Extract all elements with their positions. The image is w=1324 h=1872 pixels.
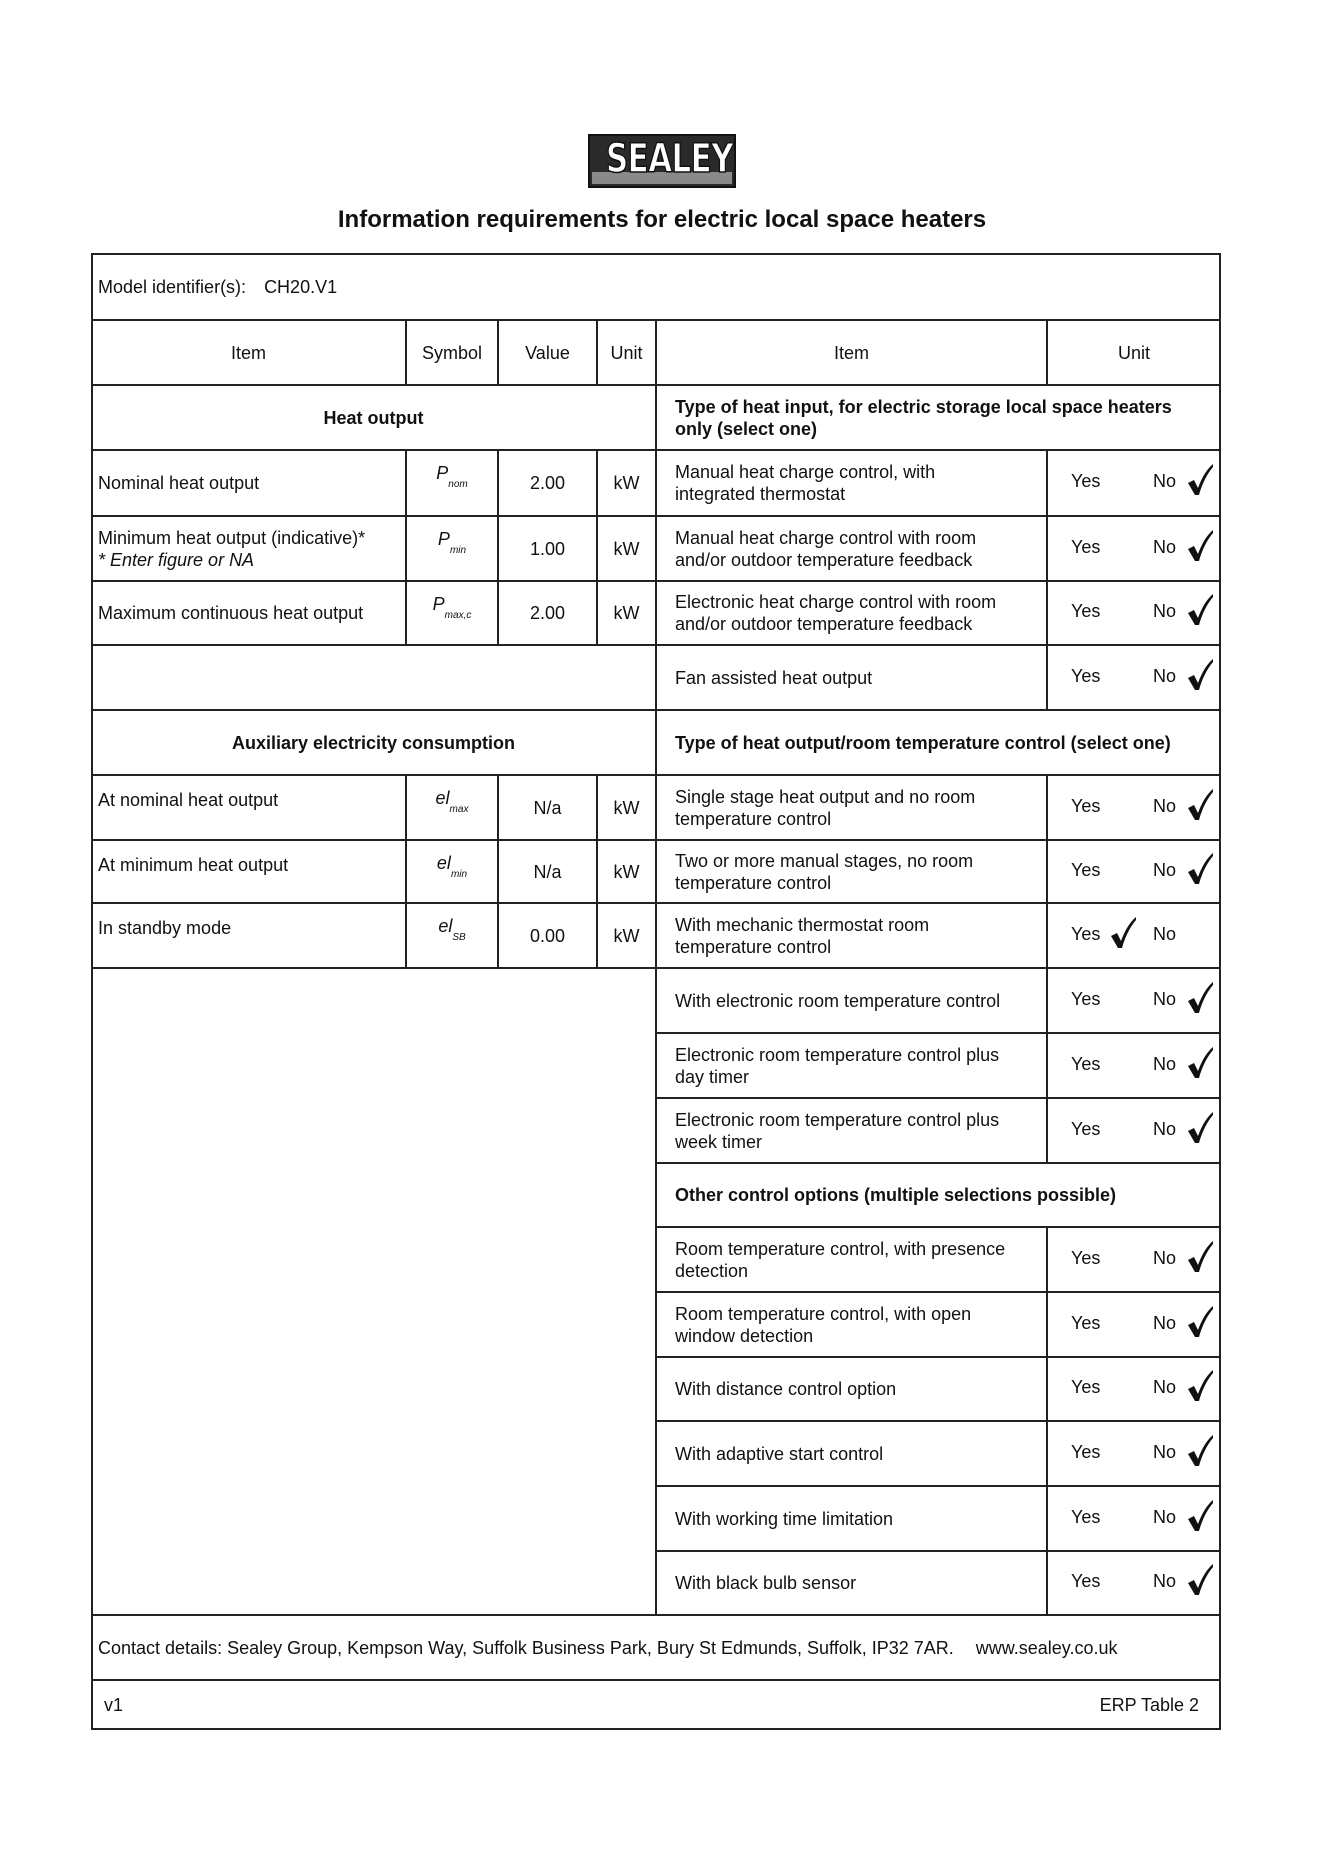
heat-output-symbol — [406, 450, 498, 516]
sealey-logo: SEALEY — [588, 134, 736, 188]
symbol-subscript: SB — [452, 931, 466, 943]
heat-output-unit: kW — [613, 473, 640, 493]
yes-label: Yes — [1071, 666, 1101, 686]
yes-label: Yes — [1071, 1054, 1101, 1074]
option-line-2: temperature control — [675, 808, 832, 829]
auxiliary-row-item: At nominal heat output — [98, 790, 279, 810]
no-label: No — [1153, 666, 1177, 686]
symbol-main: P — [432, 594, 445, 614]
yes-label: Yes — [1071, 1313, 1101, 1333]
left-header-value: Value — [525, 342, 570, 363]
option-line-1: With working time limitation — [675, 1508, 894, 1529]
option-label — [656, 1421, 1047, 1486]
tick-icon — [1186, 1111, 1214, 1145]
option-line-2: temperature control — [675, 936, 832, 957]
tick-icon — [1186, 1434, 1214, 1468]
model-value: CH20.V1 — [264, 276, 338, 297]
option-line-1: Electronic room temperature control plus — [675, 1109, 1000, 1130]
right-header-item: Item — [833, 342, 869, 363]
heat-output-row-item — [91, 450, 406, 516]
no-label: No — [1153, 1377, 1177, 1397]
version-label: v1 — [104, 1695, 124, 1715]
heat-output-symbol — [406, 581, 498, 645]
heat-output-title: Heat output — [323, 407, 424, 428]
yes-label: Yes — [1071, 1248, 1101, 1268]
option-line-1: With electronic room temperature control — [675, 990, 1001, 1011]
model-identifier — [91, 253, 1221, 320]
no-label: No — [1153, 1119, 1177, 1139]
yes-label: Yes — [1071, 1119, 1101, 1139]
option-label — [656, 581, 1047, 645]
website-link[interactable]: www.sealey.co.uk — [975, 1637, 1118, 1658]
tick-icon — [1109, 916, 1137, 950]
heat-output-value: 1.00 — [529, 538, 566, 559]
auxiliary-row-item: In standby mode — [98, 918, 232, 938]
table-rule — [596, 320, 598, 385]
option-line-2: and/or outdoor temperature feedback — [675, 614, 973, 634]
heat-output-row-item — [91, 516, 406, 581]
option-line-2: window detection — [675, 1325, 814, 1346]
option-line-1: Manual heat charge control with room — [675, 527, 977, 548]
left-header-unit: Unit — [610, 342, 643, 363]
option-line-2: and/or outdoor temperature feedback — [675, 549, 973, 570]
table-rule — [405, 450, 407, 645]
table-rule — [405, 775, 407, 968]
option-line-2: temperature control — [675, 872, 832, 893]
option-line-1: Fan assisted heat output — [675, 667, 873, 688]
option-label — [656, 645, 1047, 710]
option-line-1: Room temperature control, with presence — [675, 1238, 1006, 1259]
symbol-main: P — [437, 529, 450, 549]
table-reference: ERP Table 2 — [1099, 1695, 1199, 1715]
option-label — [656, 1033, 1047, 1098]
option-label — [656, 1357, 1047, 1421]
tick-icon — [1186, 1305, 1214, 1339]
table-rule — [1046, 320, 1048, 385]
row-note: * Enter figure or NA — [98, 549, 255, 570]
table-rule — [596, 450, 598, 645]
no-label: No — [1153, 1313, 1177, 1333]
table-rule — [91, 644, 656, 646]
heat-output-unit: kW — [613, 603, 640, 623]
tick-icon — [1186, 1499, 1214, 1533]
auxiliary-unit: kW — [613, 925, 640, 946]
tick-icon — [1186, 658, 1214, 692]
table-rule — [596, 775, 598, 968]
symbol-main: el — [435, 788, 450, 808]
tick-icon — [1186, 1046, 1214, 1080]
table-rule — [405, 320, 407, 385]
symbol-main: el — [436, 853, 451, 873]
symbol-main: el — [438, 916, 453, 936]
row-label: Nominal heat output — [98, 473, 260, 493]
auxiliary-title: Auxiliary electricity consumption — [231, 732, 516, 753]
option-line-1: Manual heat charge control, with — [675, 462, 936, 482]
tick-icon — [1186, 1369, 1214, 1403]
yes-label: Yes — [1071, 924, 1101, 944]
auxiliary-symbol — [406, 775, 498, 840]
yes-label: Yes — [1071, 601, 1101, 621]
yes-label: Yes — [1071, 1571, 1101, 1591]
section-room-control-title: Type of heat output/room temperature control (select one) — [675, 732, 1171, 753]
no-label: No — [1153, 1054, 1177, 1074]
option-line-2: week timer — [675, 1131, 763, 1152]
left-header-symbol: Symbol — [421, 342, 483, 363]
heat-output-symbol — [406, 516, 498, 581]
tick-icon — [1186, 529, 1214, 563]
option-label — [656, 775, 1047, 840]
no-label: No — [1153, 989, 1177, 1009]
table-rule — [1046, 775, 1048, 1163]
option-label — [656, 450, 1047, 516]
option-line-1: Electronic room temperature control plus — [675, 1044, 1000, 1065]
symbol-subscript: max — [449, 803, 469, 815]
no-label: No — [1153, 537, 1177, 557]
option-label — [656, 1227, 1047, 1292]
heat-output-unit: kW — [613, 538, 640, 559]
yes-label: Yes — [1071, 537, 1101, 557]
symbol-main: P — [436, 463, 449, 483]
option-line-1: With black bulb sensor — [675, 1573, 857, 1593]
tick-icon — [1186, 593, 1214, 627]
table-rule — [497, 450, 499, 645]
heat-output-value: 2.00 — [529, 603, 566, 623]
tick-icon — [1186, 981, 1214, 1015]
yes-label: Yes — [1071, 989, 1101, 1009]
no-label: No — [1153, 1571, 1177, 1591]
tick-icon — [1186, 1240, 1214, 1274]
yes-label: Yes — [1071, 1442, 1101, 1462]
no-label: No — [1153, 860, 1177, 880]
no-label: No — [1153, 1507, 1177, 1527]
section-heat-input-title: Type of heat input, for electric storage local space heaters only (select one) — [675, 396, 1172, 439]
contact-text: Contact details: Sealey Group, Kempson Way, Suffolk Business Park, Bury St Edmunds, Suffolk, IP32 7AR. — [98, 1637, 954, 1658]
symbol-subscript: nom — [448, 478, 468, 490]
table-rule — [1046, 1227, 1048, 1615]
option-line-1: Room temperature control, with open — [675, 1303, 972, 1324]
table-rule — [497, 320, 499, 385]
option-label — [656, 1098, 1047, 1163]
page-title: Information requirements for electric local space heaters — [337, 206, 987, 233]
option-line-2: day timer — [675, 1066, 750, 1087]
auxiliary-value: 0.00 — [529, 925, 566, 946]
auxiliary-symbol — [406, 840, 498, 903]
option-label — [656, 840, 1047, 903]
auxiliary-row-item: At minimum heat output — [98, 855, 289, 875]
tick-icon — [1186, 788, 1214, 822]
yes-label: Yes — [1071, 471, 1101, 491]
model-label: Model identifier(s): — [98, 276, 247, 297]
no-label: No — [1153, 601, 1177, 621]
option-label — [656, 1486, 1047, 1551]
yes-label: Yes — [1071, 1507, 1101, 1527]
tick-icon — [1186, 1563, 1214, 1597]
section-other-options-title: Other control options (multiple selections possible) — [675, 1185, 1117, 1205]
option-line-2: integrated thermostat — [675, 484, 846, 504]
auxiliary-value: N/a — [533, 861, 562, 882]
auxiliary-value: N/a — [533, 797, 562, 818]
no-label: No — [1153, 471, 1177, 491]
heat-output-row-item — [91, 581, 406, 645]
symbol-subscript: min — [450, 868, 468, 880]
tick-icon — [1186, 463, 1214, 497]
option-label — [656, 1292, 1047, 1357]
table-rule — [1046, 450, 1048, 710]
yes-label: Yes — [1071, 796, 1101, 816]
option-line-1: Single stage heat output and no room — [675, 786, 976, 807]
option-line-1: With mechanic thermostat room — [675, 914, 930, 935]
option-line-1: Electronic heat charge control with room — [675, 592, 997, 612]
option-label — [656, 516, 1047, 581]
option-line-2: detection — [675, 1260, 749, 1281]
contact-details — [91, 1615, 1221, 1680]
option-line-1: With adaptive start control — [675, 1443, 884, 1464]
no-label: No — [1153, 1442, 1177, 1462]
left-header-item: Item — [230, 342, 266, 363]
auxiliary-unit: kW — [613, 797, 640, 818]
yes-label: Yes — [1071, 860, 1101, 880]
heat-output-value: 2.00 — [529, 473, 566, 493]
option-line-1: Two or more manual stages, no room — [675, 850, 974, 871]
no-label: No — [1153, 796, 1177, 816]
auxiliary-unit: kW — [613, 861, 640, 882]
yes-label: Yes — [1071, 1377, 1101, 1397]
option-label — [656, 968, 1047, 1033]
no-label: No — [1153, 924, 1177, 944]
option-line-1: With distance control option — [675, 1379, 897, 1399]
row-label: Maximum continuous heat output — [98, 603, 364, 623]
tick-icon — [1186, 852, 1214, 886]
option-label — [656, 1551, 1047, 1615]
table-rule — [497, 775, 499, 968]
row-label: Minimum heat output (indicative)* — [98, 527, 366, 548]
symbol-subscript: max,c — [444, 609, 472, 621]
option-label — [656, 903, 1047, 968]
right-header-unit: Unit — [1117, 342, 1150, 363]
no-label: No — [1153, 1248, 1177, 1268]
auxiliary-symbol — [406, 903, 498, 968]
symbol-subscript: min — [449, 544, 467, 556]
